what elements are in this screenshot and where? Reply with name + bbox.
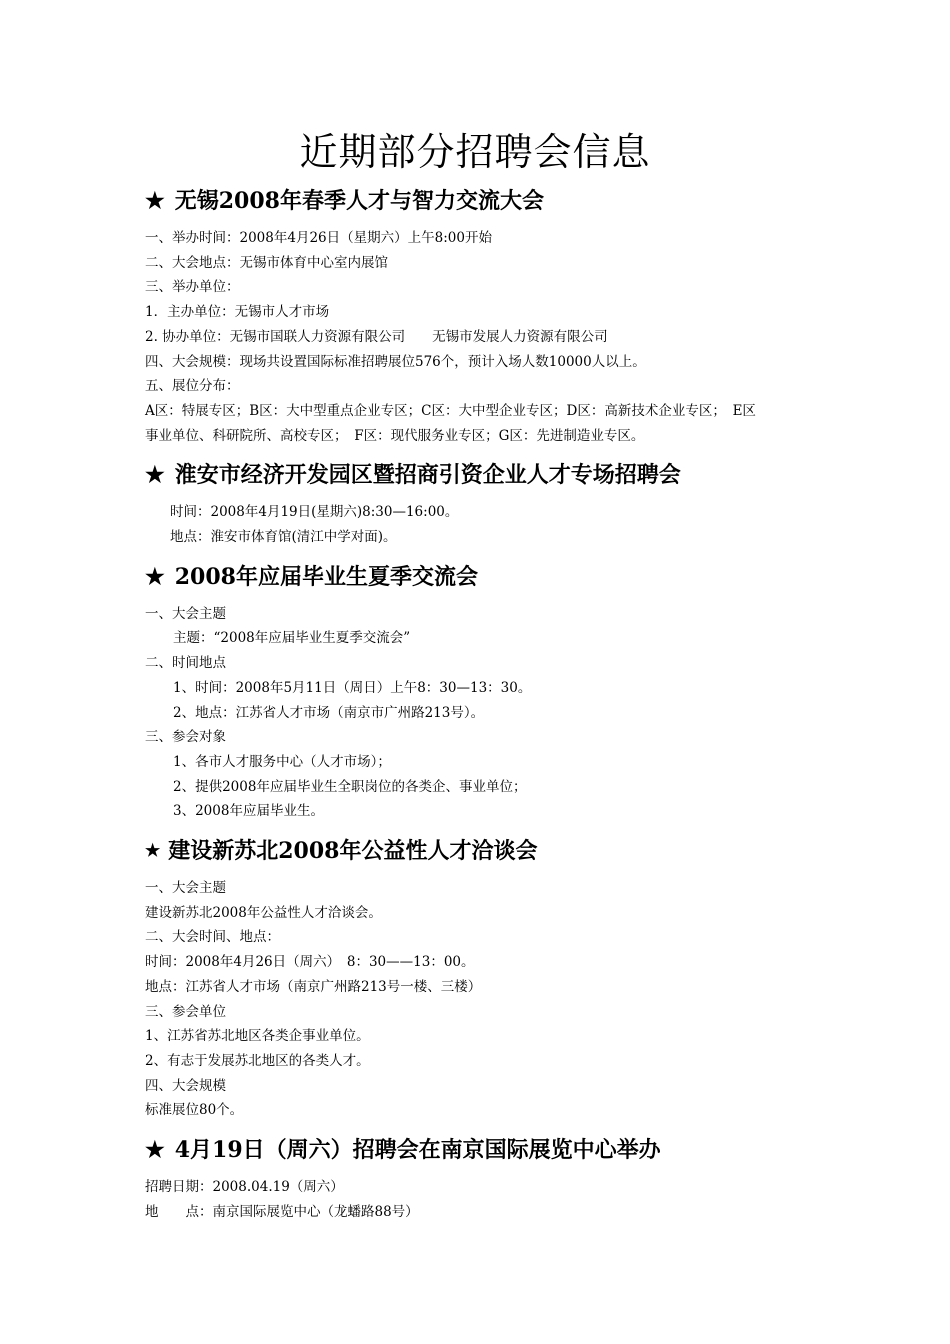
text-line: 二、时间地点: [145, 655, 226, 672]
text-line: 1、江苏省苏北地区各类企事业单位。: [145, 1028, 370, 1045]
section-body: [145, 876, 815, 1123]
text-line: 一、举办时间：2008年4月26日（星期六）上午8:00开始: [145, 230, 492, 246]
text-line: 一、大会主题: [145, 880, 226, 897]
text-line: A区：特展专区；B区：大中型重点企业专区；C区：大中型企业专区；D区：高新技术企业专区； E区: [145, 402, 756, 419]
section-heading: [145, 832, 815, 870]
section-heading-text: 淮安市经济开发园区暨招商引资企业人才专场招聘会: [174, 462, 681, 489]
section-heading: [145, 182, 815, 220]
section-heading: [145, 1131, 815, 1169]
section-heading-text: 2008年应届毕业生夏季交流会: [174, 563, 478, 590]
document-title: 近期部分招聘会信息: [299, 130, 651, 174]
text-line: 2. 协办单位：无锡市国联人力资源有限公司 无锡市发展人力资源有限公司: [145, 328, 608, 345]
section-heading: [145, 456, 815, 494]
star-icon: ★: [145, 462, 165, 489]
text-line: 四、大会规模: [145, 1077, 226, 1094]
section-heading-text: 建设新苏北2008年公益性人才洽谈会: [168, 838, 538, 865]
text-line: 3、2008年应届毕业生。: [173, 803, 324, 820]
section-subei-fair: [145, 832, 815, 1123]
text-line: 地 点：南京国际展览中心（龙蟠路88号）: [145, 1203, 419, 1220]
text-line: 2、地点：江苏省人才市场（南京市广州路213号）。: [173, 704, 485, 721]
text-line: 2、提供2008年应届毕业生全职岗位的各类企、事业单位；: [173, 778, 527, 795]
section-huaian-fair: [145, 456, 815, 549]
section-heading: [145, 558, 815, 596]
text-line: 时间：2008年4月19日(星期六)8:30—16:00。: [170, 504, 459, 521]
text-line: 主题：“2008年应届毕业生夏季交流会”: [173, 630, 411, 647]
text-line: 一、大会主题: [145, 605, 226, 622]
text-line: 三、参会单位: [145, 1003, 226, 1020]
text-line: 二、大会地点：无锡市体育中心室内展馆: [145, 254, 388, 271]
section-wuxi-fair: [145, 182, 815, 448]
section-body: [145, 602, 815, 824]
text-line: 2、有志于发展苏北地区的各类人才。: [145, 1052, 370, 1069]
star-icon: ★: [145, 563, 165, 590]
text-line: 1、各市人才服务中心（人才市场）；: [173, 753, 391, 770]
section-heading-text: 4月19日（周六）招聘会在南京国际展览中心举办: [174, 1137, 661, 1164]
star-icon: ★: [145, 841, 161, 862]
text-line: 地点：淮安市体育馆(清江中学对面)。: [170, 529, 397, 546]
section-nanjing-expo-fair: [145, 1131, 815, 1224]
text-line: 1．主办单位：无锡市人才市场: [145, 304, 330, 321]
text-line: 地点：江苏省人才市场（南京广州路213号一楼、三楼）: [145, 978, 482, 995]
section-heading-text: 无锡2008年春季人才与智力交流大会: [174, 188, 544, 214]
text-line: 1、时间：2008年5月11日（周日）上午8：30—13：30。: [173, 679, 532, 696]
text-line: 时间：2008年4月26日（周六） 8：30——13：00。: [145, 954, 475, 971]
text-line: 标准展位80个。: [145, 1102, 244, 1119]
section-body: [145, 1175, 815, 1224]
star-icon: ★: [145, 1137, 165, 1164]
text-line: 三、举办单位：: [145, 279, 240, 296]
text-line: 事业单位、科研院所、高校专区； F区：现代服务业专区；G区：先进制造业专区。: [145, 427, 645, 444]
star-icon: ★: [145, 188, 165, 214]
text-line: 二、大会时间、地点：: [145, 929, 280, 946]
section-body: [145, 226, 815, 448]
text-line: 建设新苏北2008年公益性人才洽谈会。: [145, 904, 382, 921]
text-line: 四、大会规模：现场共设置国际标准招聘展位576个，预计入场人数10000人以上。: [145, 353, 646, 370]
text-line: 招聘日期：2008.04.19（周六）: [145, 1179, 344, 1196]
document-body: [145, 182, 815, 1233]
text-line: 五、展位分布：: [145, 378, 240, 395]
section-body: [145, 500, 815, 549]
section-graduate-fair: [145, 558, 815, 824]
text-line: 三、参会对象: [145, 729, 226, 746]
